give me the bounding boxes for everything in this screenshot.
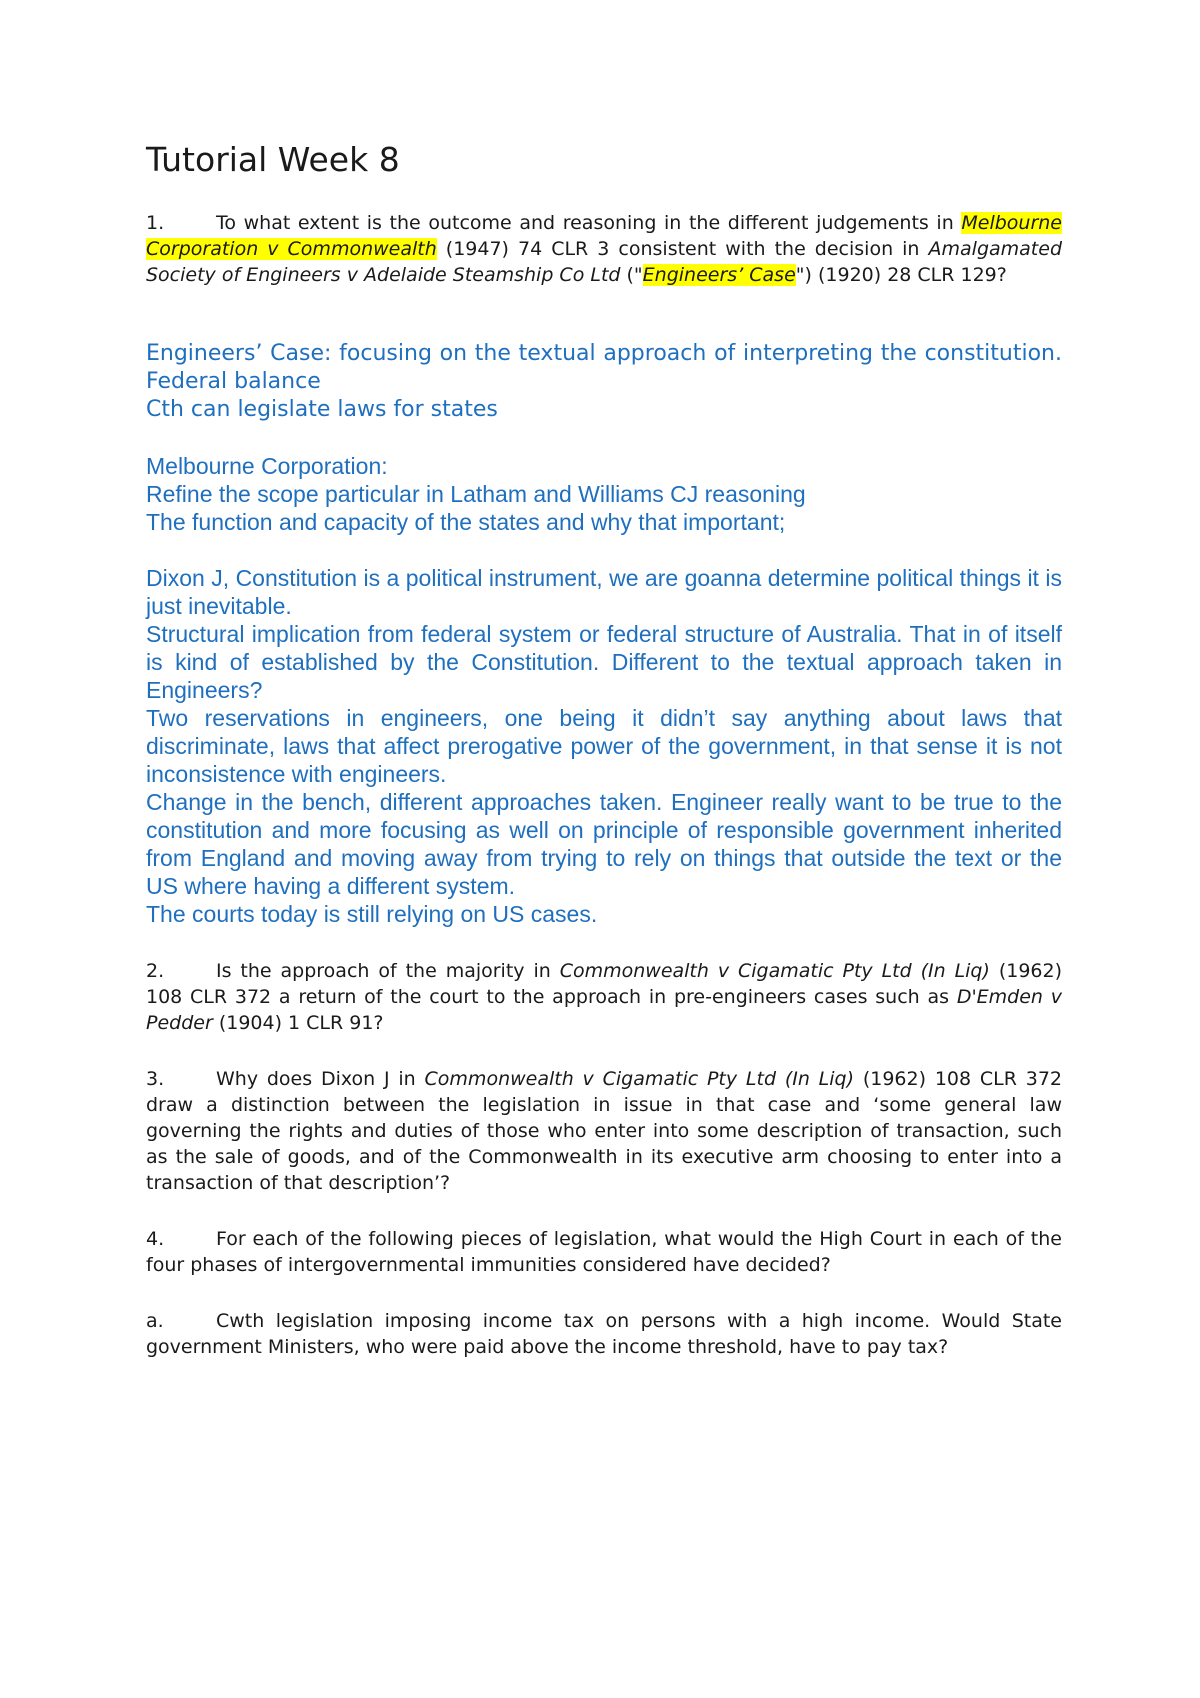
document-page: [146, 140, 1062, 1360]
case-engineers: Engineers’ Case: [642, 263, 796, 286]
note-line: The courts today is still relying on US cases.: [146, 900, 598, 927]
note-line: Change in the bench, different approaches taken. Engineer really want to be true to the constitution and more focusing as well on principle of responsible government inherited from England and moving away from trying to rely on things that outside the text or the US where having a different system.: [146, 788, 1062, 899]
question-4a: a. Cwth legislation imposing income tax on persons with a high income. Would State government Ministers, who were paid above the income threshold, have to pay tax?: [146, 1309, 1062, 1358]
question-2-number: 2.: [146, 959, 165, 982]
case-amalgamated-society: Amalgamated Society of Engineers v Adelaide Steamship Co Ltd: [146, 237, 1062, 286]
note-line: Melbourne Corporation:: [146, 452, 388, 479]
question-3-number: 3.: [146, 1067, 165, 1090]
note-line: Engineers’ Case: focusing on the textual approach of interpreting the constitution. Federal balance: [146, 340, 1062, 394]
case-cigamatic: Commonwealth v Cigamatic Pty Ltd (In Liq): [424, 1067, 855, 1090]
note-line: Refine the scope particular in Latham and Williams CJ reasoning: [146, 480, 806, 507]
case-cigamatic: Commonwealth v Cigamatic Pty Ltd (In Liq): [559, 959, 990, 982]
document-title: Tutorial Week 8: [146, 140, 400, 179]
question-3: 3. Why does Dixon J in Commonwealth v Cigamatic Pty Ltd (In Liq) (1962) 108 CLR 372 draw a distinction between the legislation in issue in that case and ‘some general law governing the rights and duties of those who enter into some description of transaction, such as the sale of goods, and of the Commonwealth in its executive arm choosing to enter into a transaction of that description’?: [146, 1067, 1063, 1194]
question-1-number: 1.: [146, 211, 165, 234]
note-line: Two reservations in engineers, one being it didn’t say anything about laws that discriminate, laws that affect prerogative power of the government, in that sense it is not inconsistence with engineers.: [146, 704, 1062, 787]
notes-melbourne-corporation: [146, 452, 1062, 536]
notes-engineers: [146, 340, 1062, 424]
case-melbourne-corporation: Melbourne Corporation v Commonwealth: [146, 211, 1062, 260]
notes-dixon: [146, 564, 1062, 928]
case-demden-v-pedder: D'Emden v Pedder: [146, 985, 1062, 1034]
question-4: 4. For each of the following pieces of legislation, what would the High Court in each of the four phases of intergovernmental immunities considered have decided?: [146, 1227, 1062, 1276]
note-line: Cth can legislate laws for states: [146, 396, 498, 422]
question-4a-number: a.: [146, 1309, 164, 1332]
note-line: Structural implication from federal system or federal structure of Australia. That in of itself is kind of established by the Constitution. Different to the textual approach taken in Engineers?: [146, 620, 1062, 703]
question-4-number: 4.: [146, 1227, 165, 1250]
question-2: 2. Is the approach of the majority in Commonwealth v Cigamatic Pty Ltd (In Liq) (1962) 108 CLR 372 a return of the court to the approach in pre-engineers cases such as D'Emden v Pedder (1904) 1 CLR 91?: [146, 959, 1063, 1034]
note-line: The function and capacity of the states and why that important;: [146, 508, 786, 535]
question-1: 1. To what extent is the outcome and reasoning in the different judgements in Melbourne Corporation v Commonwealth (1947) 74 CLR 3 consistent with the decision in Amalgamated Society of Engineers v Adelaide Steamship Co Ltd ("Engineers’ Case") (1920) 28 CLR 129?: [146, 211, 1062, 286]
note-line: Dixon J, Constitution is a political instrument, we are goanna determine political things it is just inevitable.: [146, 564, 1062, 619]
